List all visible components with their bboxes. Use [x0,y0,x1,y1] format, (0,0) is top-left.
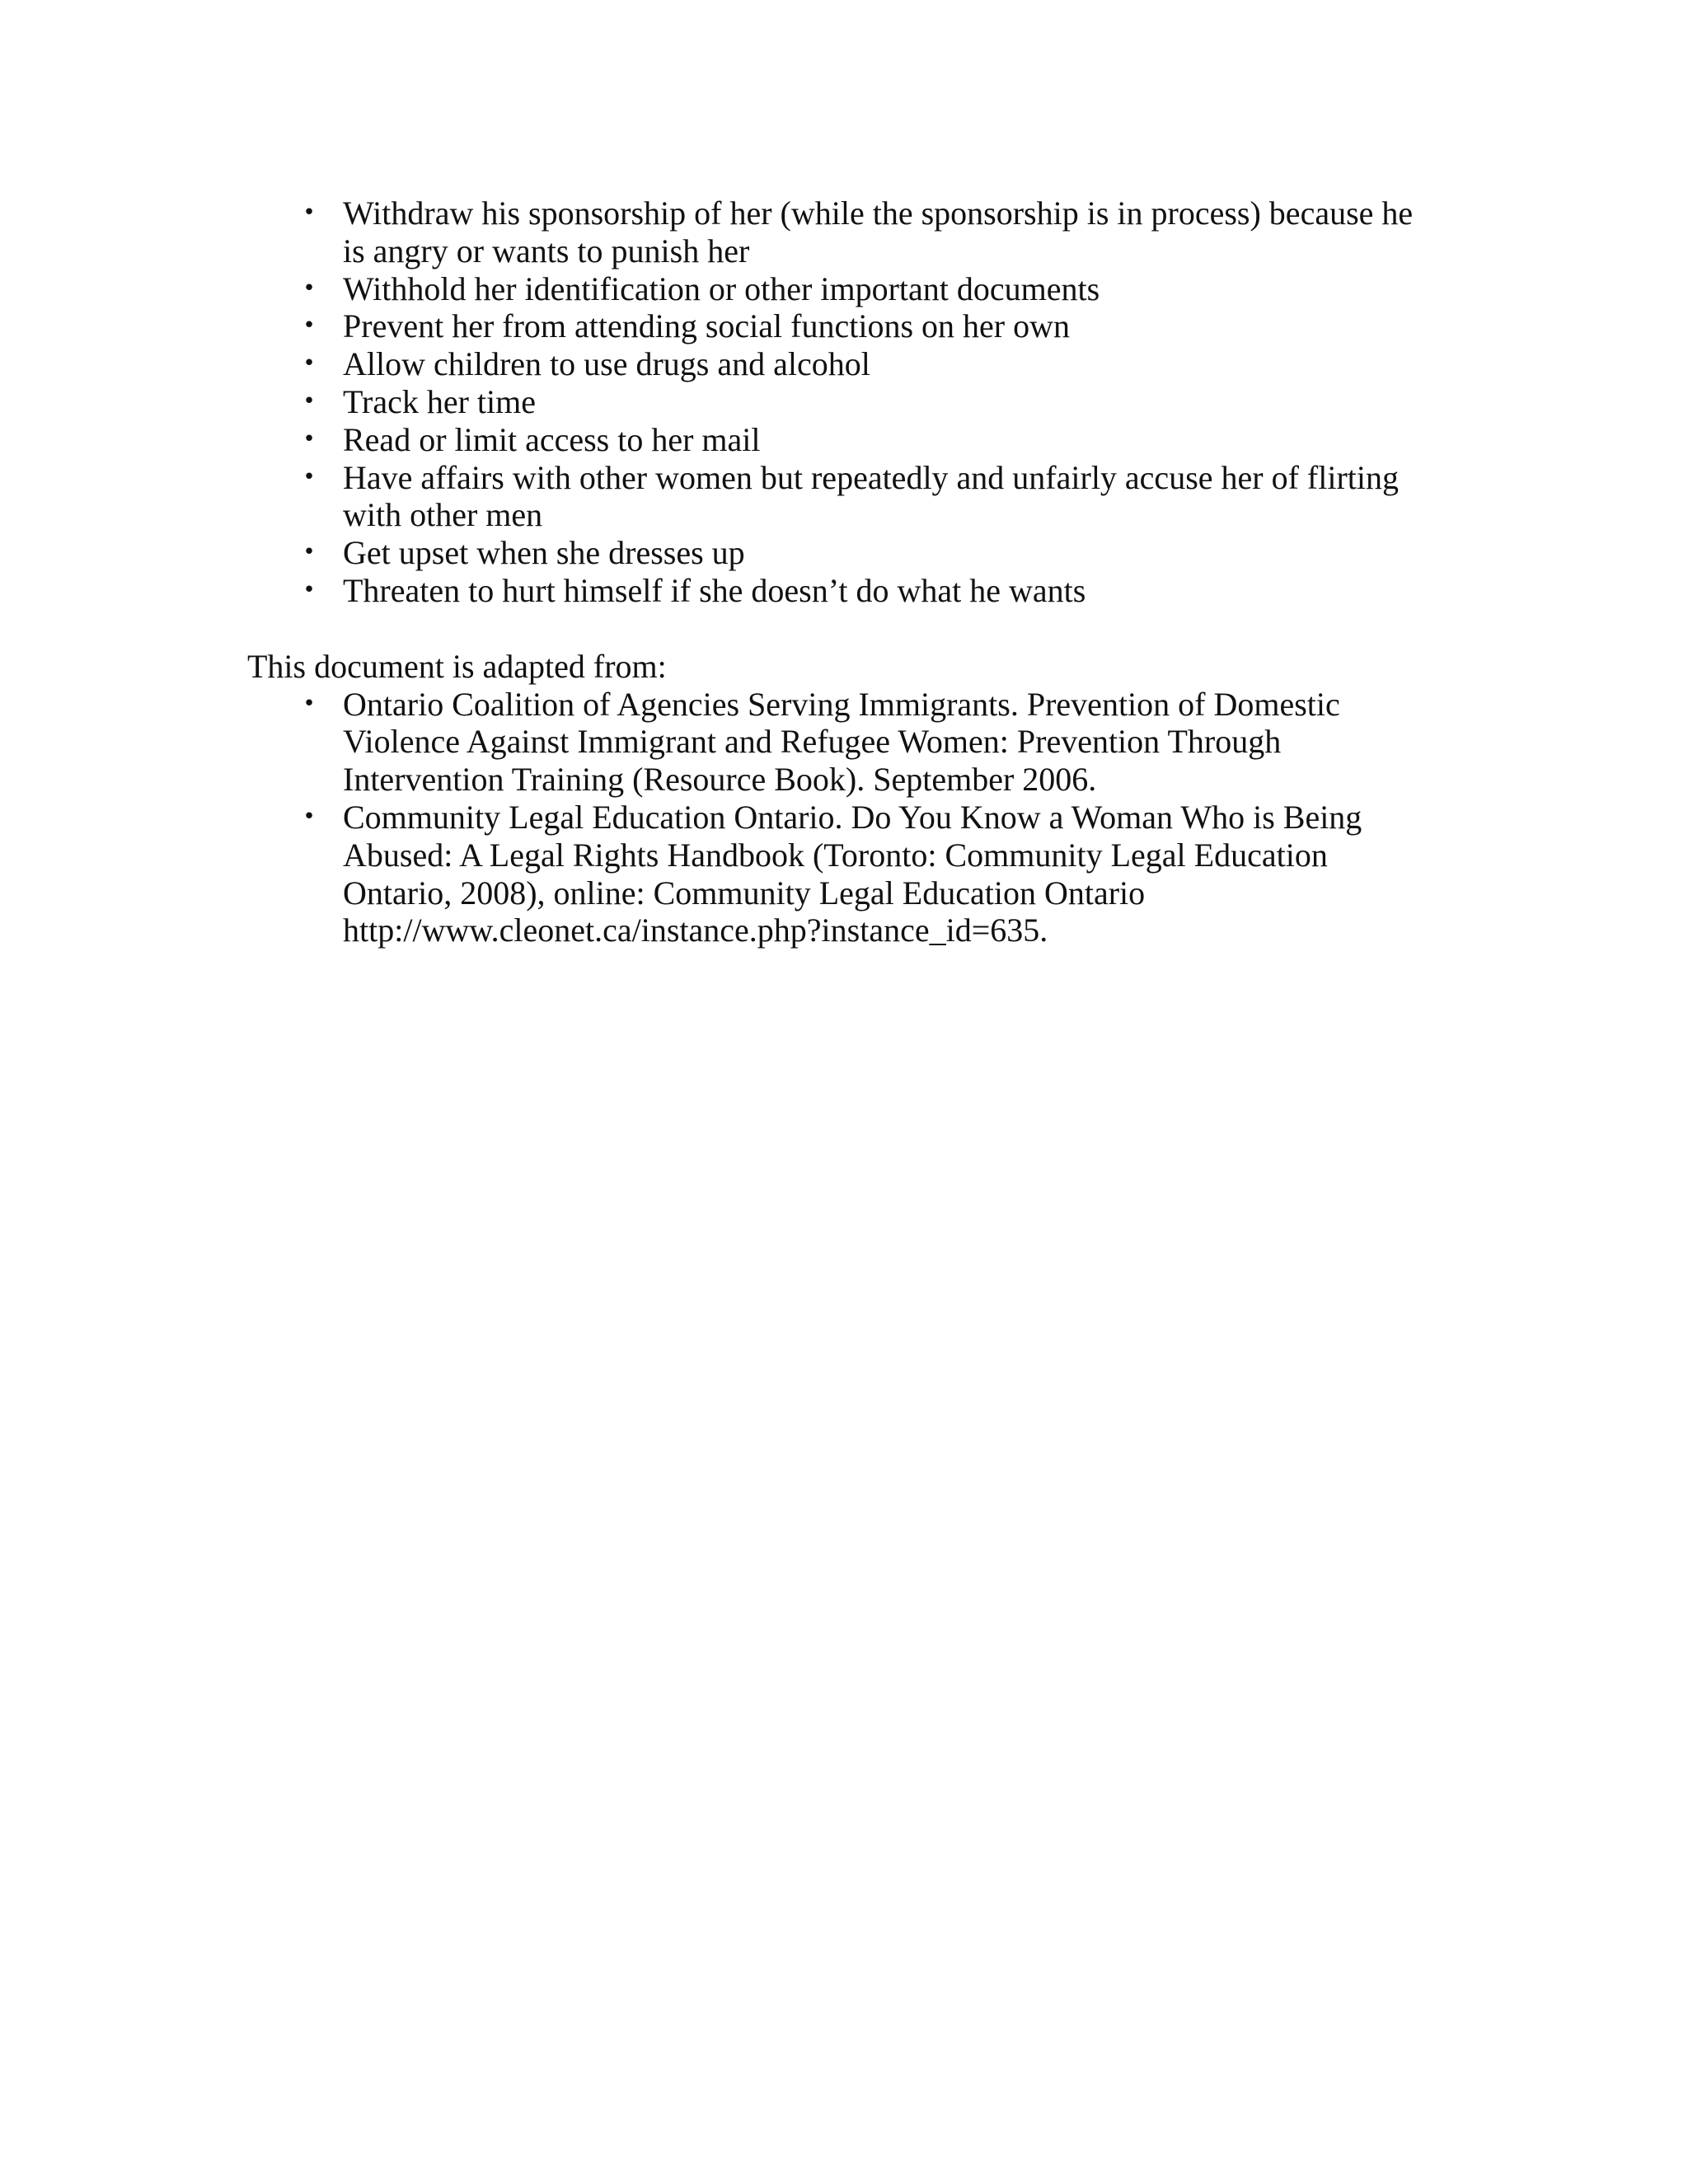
list-item [247,534,1418,572]
list-item [247,194,1418,270]
list-item-text: Get upset when she dresses up [343,534,745,572]
sources-intro: This document is adapted from: [247,647,667,685]
list-item [247,421,1418,459]
list-item-text: Track her time [343,382,537,420]
list-item [247,270,1418,308]
list-item-text: Withhold her identification or other important documents [343,269,1100,307]
bullet-icon: • [302,540,316,565]
bullet-icon: • [302,804,316,829]
bullet-icon: • [302,388,316,414]
source-text: Ontario Coalition of Agencies Serving Immigrants. Prevention of Domestic Violence Against Immigrant and Refugee Women: Prevention Through Intervention Training (Resource Book). September 2006. [343,685,1340,799]
sources-list [247,686,1418,950]
bullet-icon: • [302,200,316,225]
list-item-text: Prevent her from attending social functions on her own [343,307,1070,345]
list-item-text: Allow children to use drugs and alcohol [343,345,870,383]
bullet-icon: • [302,464,316,490]
list-item [247,345,1418,383]
page-content [247,194,1418,949]
source-item [247,799,1418,949]
list-item [247,383,1418,421]
bullet-icon: • [302,275,316,301]
list-item-text: Read or limit access to her mail [343,420,761,458]
bullet-icon: • [302,577,316,602]
source-text: Community Legal Education Ontario. Do You Know a Woman Who is Being Abused: A Legal Rights Handbook (Toronto: Community Legal Education Ontario, 2008), online: Community Legal Education Ontario http://www.cleonet.ca/instance.php?instance_id=635. [343,798,1362,949]
bullet-icon: • [302,313,316,339]
source-item [247,686,1418,799]
list-item-text: Threaten to hurt himself if she doesn’t do what he wants [343,571,1086,609]
abuse-behaviors-list [247,194,1418,610]
list-item [247,459,1418,535]
bullet-icon: • [302,691,316,716]
list-item-text: Have affairs with other women but repeatedly and unfairly accuse her of flirting with other men [343,458,1399,534]
list-item [247,307,1418,345]
list-item-text: Withdraw his sponsorship of her (while the sponsorship is in process) because he is angry or wants to punish her [343,194,1414,269]
list-item [247,572,1418,610]
bullet-icon: • [302,351,316,377]
bullet-icon: • [302,426,316,452]
